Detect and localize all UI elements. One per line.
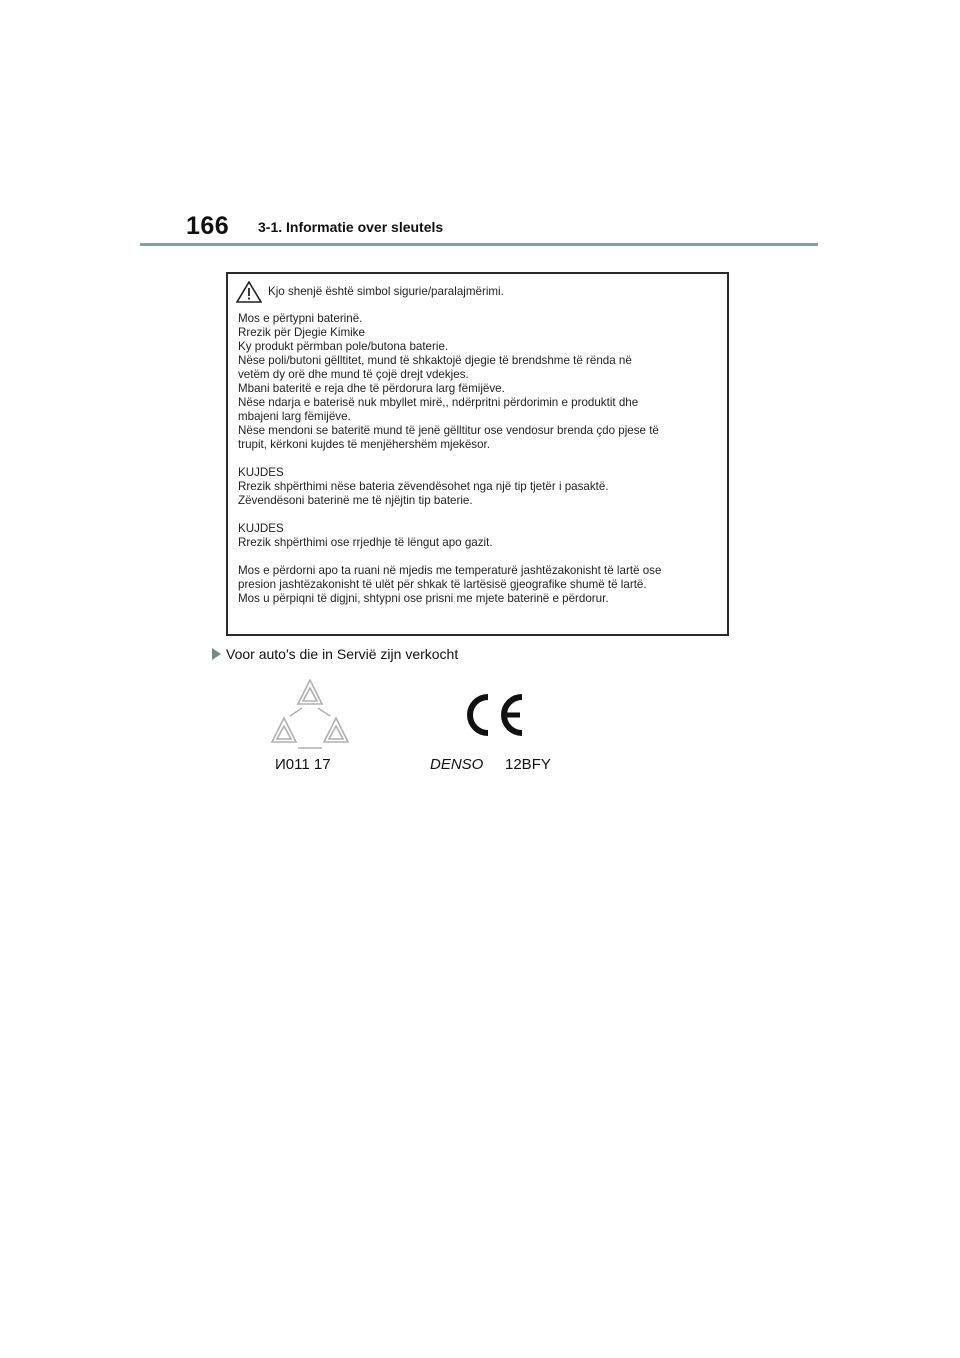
- warning-line: Mos e përdorni apo ta ruani në mjedis me temperaturë jashtëzakonisht të lartë ose: [238, 564, 662, 577]
- warning-line: Nëse mendoni se bateritë mund të jenë gëlltitur ose vendosur brenda çdo pjese të: [238, 424, 659, 437]
- warning-line: Mbani bateritë e reja dhe të përdorura larg fëmijëve.: [238, 382, 505, 395]
- warning-line: KUJDES: [238, 466, 284, 479]
- header-rule: [140, 243, 818, 246]
- serbia-caption: Voor auto's die in Servië zijn verkocht: [226, 646, 459, 662]
- serbia-caption-row: [212, 646, 458, 662]
- recycling-triangle-icon: [268, 676, 352, 754]
- warning-line: Rrezik për Djegie Kimike: [238, 326, 365, 339]
- section-title: 3-1. Informatie over sleutels: [258, 219, 444, 235]
- warning-line: Nëse ndarja e baterisë nuk mbyllet mirë,, ndërpritni përdorimin e produktit dhe: [238, 396, 639, 409]
- brand-name: DENSO: [430, 756, 484, 773]
- warning-line: Zëvendësoni baterinë me të njëjtin tip baterie.: [238, 494, 473, 507]
- line-gap: [238, 452, 719, 466]
- warning-line: Rrezik shpërthimi ose rrjedhje të lëngut apo gazit.: [238, 536, 493, 549]
- page-number: 166: [186, 212, 230, 240]
- warning-line: Rrezik shpërthimi nëse bateria zëvendësohet nga një tip tjetër i pasaktë.: [238, 480, 609, 493]
- warning-triangle-icon: [236, 281, 262, 303]
- warning-line: presion jashtëzakonisht të ulët për shkak të lartësisë gjeografike shumë të lartë.: [238, 578, 647, 591]
- warning-line: Nëse poli/butoni gëlltitet, mund të shkaktojë djegie të brendshme të rënda në: [238, 354, 632, 367]
- warning-title-row: [236, 281, 504, 303]
- line-gap: [238, 550, 719, 564]
- bullet-arrow-icon: [212, 648, 221, 660]
- line-gap: [238, 508, 719, 522]
- warning-line: KUJDES: [238, 522, 284, 535]
- warning-line: Mos u përpiqni të digjni, shtypni ose prisni me mjete baterinë e përdorur.: [238, 592, 609, 605]
- warning-box: [226, 272, 729, 636]
- warning-title: Kjo shenjë është simbol sigurie/paralajmërimi.: [268, 285, 504, 298]
- model-code: 12BFY: [505, 756, 551, 773]
- warning-line: Mos e përtypni baterinë.: [238, 312, 363, 325]
- ce-mark-icon: [458, 692, 528, 738]
- approval-code: И011 17: [275, 756, 331, 773]
- warning-line: trupit, kërkoni kujdes të menjëhershëm mjekësor.: [238, 438, 490, 451]
- warning-text: [238, 312, 719, 606]
- warning-line: vetëm dy orë dhe mund të çojë drejt vdekjes.: [238, 368, 469, 381]
- warning-line: mbajeni larg fëmijëve.: [238, 410, 351, 423]
- warning-line: Ky produkt përmban pole/butona baterie.: [238, 340, 449, 353]
